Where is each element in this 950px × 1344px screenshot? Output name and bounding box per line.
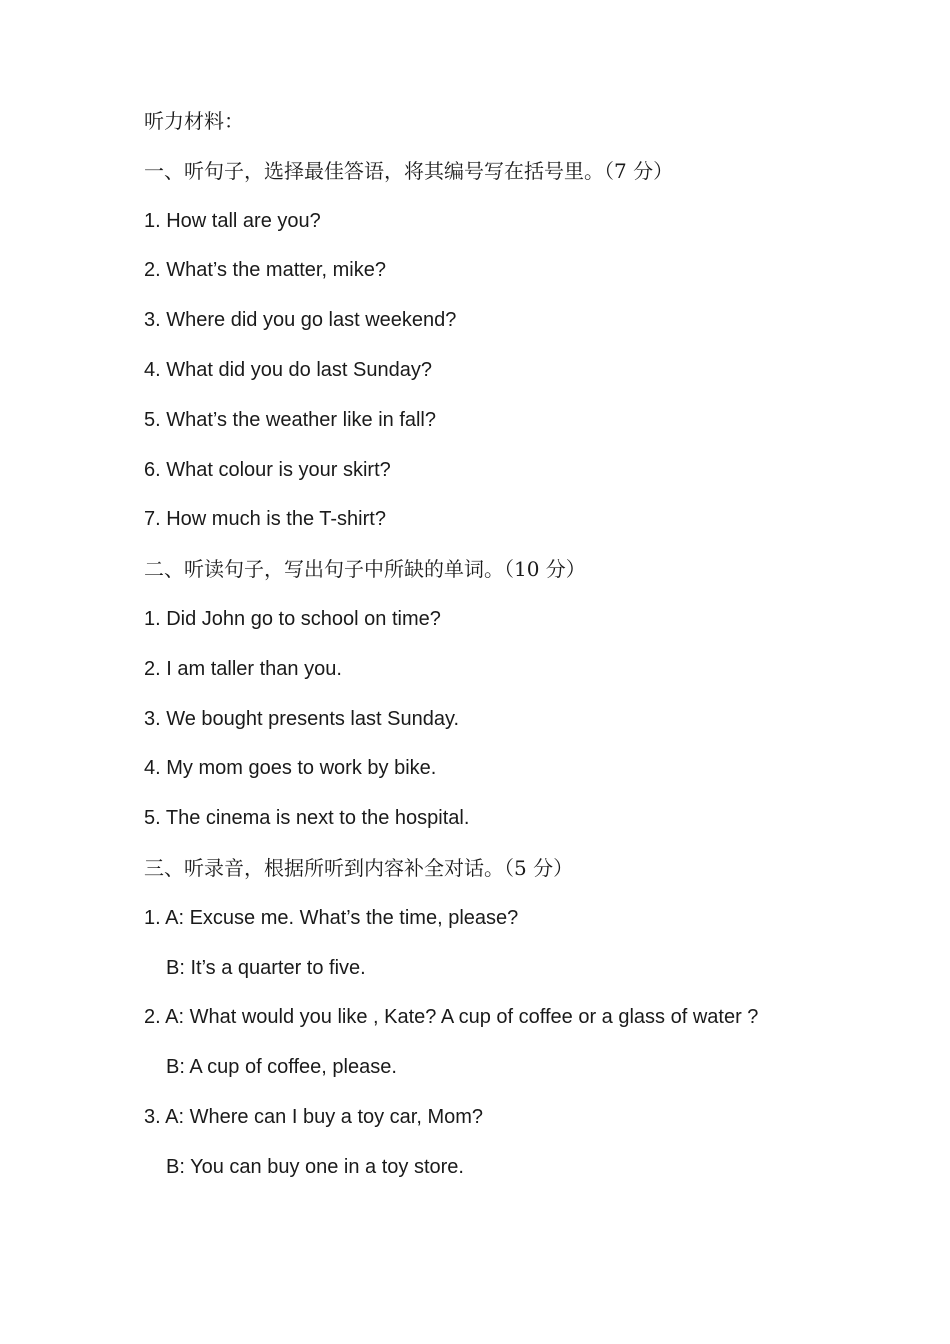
dialogue-line-b: B: It’s a quarter to five. (166, 956, 366, 979)
section-1-line: 4. What did you do last Sunday? (144, 358, 432, 381)
dialogue-line-b: B: A cup of coffee, please. (166, 1056, 397, 1079)
section-1-line: 1. How tall are you? (144, 209, 321, 232)
section-1-line: 3. Where did you go last weekend? (144, 309, 457, 332)
section-2-line: 3. We bought presents last Sunday. (144, 707, 460, 730)
dialogue-line-a: 2. A: What would you like , Kate? A cup of coffee or a glass of water ? (144, 1006, 759, 1029)
section-1-heading: 一、听句子，选择最佳答语，将其编号写在括号里。（7 分） (144, 158, 674, 183)
section-1-line: 7. How much is the T-shirt? (144, 508, 386, 531)
section-2-line: 5. The cinema is next to the hospital. (144, 807, 470, 830)
dialogue-line-b: B: You can buy one in a toy store. (166, 1155, 464, 1178)
document-content (144, 104, 904, 1200)
section-2-heading: 二、听读句子，写出句子中所缺的单词。（10 分） (144, 557, 586, 582)
section-2-line: 1. Did John go to school on time? (144, 607, 441, 630)
section-2-line: 2. I am taller than you. (144, 657, 342, 680)
dialogue-line-a: 1. A: Excuse me. What’s the time, please? (144, 906, 519, 929)
section-1-line: 2. What’s the matter, mike? (144, 259, 386, 282)
dialogue-line-a: 3. A: Where can I buy a toy car, Mom? (144, 1105, 484, 1128)
section-1-line: 5. What’s the weather like in fall? (144, 408, 437, 431)
section-3-heading: 三、听录音，根据所听到内容补全对话。（5 分） (144, 855, 574, 880)
section-2-line: 4. My mom goes to work by bike. (144, 757, 437, 780)
document-title: 听力材料： (144, 109, 244, 133)
section-1-line: 6. What colour is your skirt? (144, 458, 391, 481)
